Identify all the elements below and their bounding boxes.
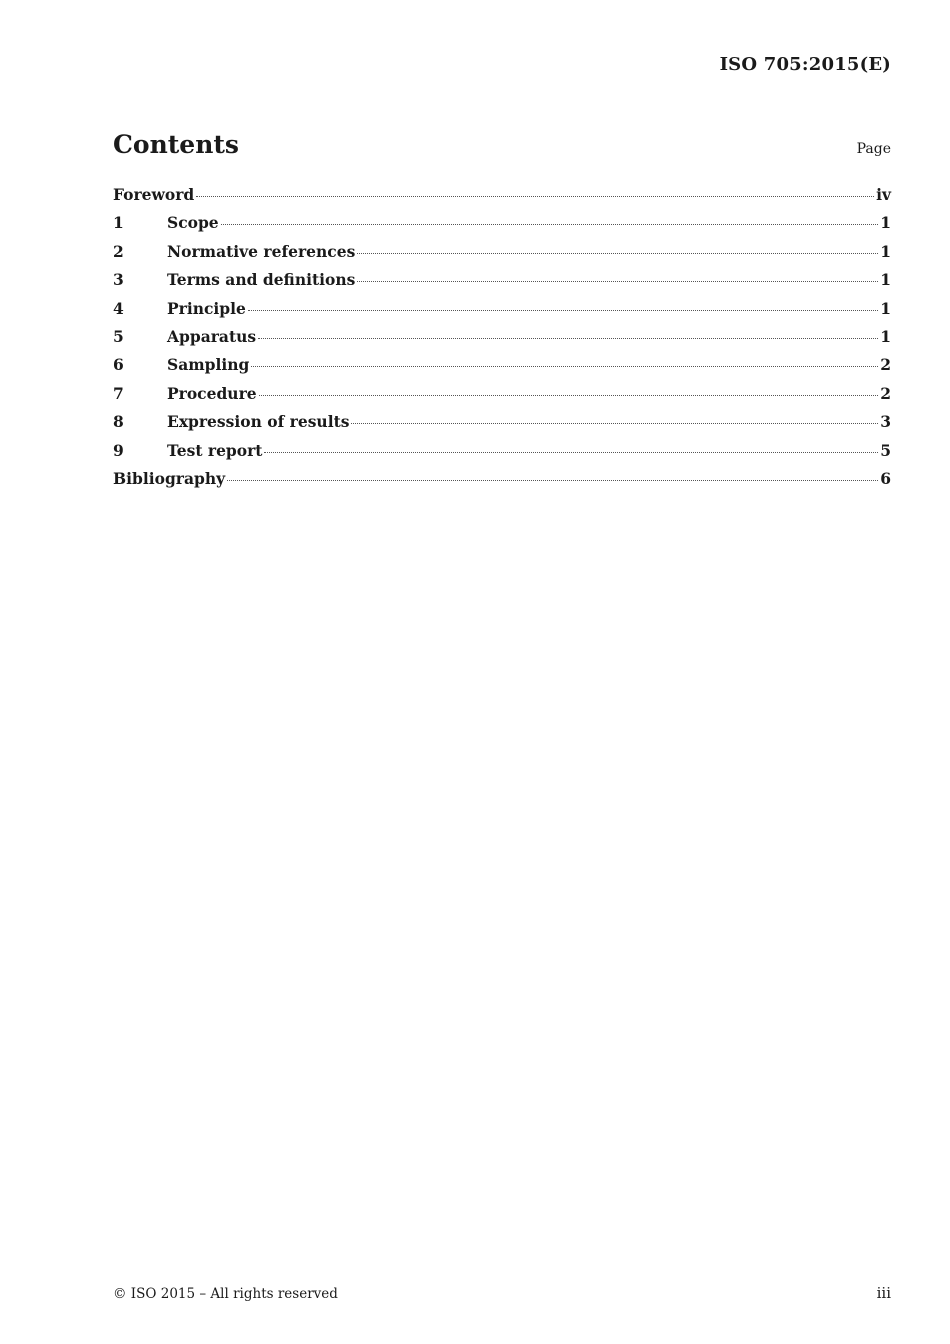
dot-leader: [251, 366, 878, 367]
copyright-notice: © ISO 2015 – All rights reserved: [113, 1286, 338, 1302]
toc-entry-page: iv: [876, 185, 891, 204]
toc-entry-number: 7: [113, 383, 124, 403]
toc-entry-title: Test report: [167, 440, 263, 460]
toc-entry-number: 2: [113, 241, 124, 261]
toc-entry-terms-and-definitions[interactable]: [113, 270, 891, 298]
dot-leader: [258, 338, 878, 339]
toc-entry-page: 5: [880, 440, 891, 460]
toc-entry-page: 2: [880, 355, 891, 375]
dot-leader: [264, 452, 878, 453]
toc-entry-number: 9: [113, 440, 124, 460]
dot-leader: [351, 423, 878, 424]
toc-entry-page: 2: [880, 383, 891, 403]
toc-entry-expression-of-results[interactable]: [113, 412, 891, 440]
toc-entry-title: Foreword: [113, 185, 195, 204]
toc-entry-page: 1: [880, 326, 891, 346]
toc-entry-foreword[interactable]: [113, 185, 891, 213]
page-footer: [113, 1284, 891, 1302]
toc-entry-title: Normative references: [167, 241, 356, 261]
toc-entry-scope[interactable]: [113, 213, 891, 241]
table-of-contents: [113, 185, 891, 497]
toc-entry-page: 1: [880, 298, 891, 318]
toc-entry-procedure[interactable]: [113, 384, 891, 412]
toc-entry-page: 6: [880, 468, 891, 488]
dot-leader: [196, 196, 874, 197]
toc-entry-number: 6: [113, 355, 124, 375]
toc-entry-number: 3: [113, 270, 124, 290]
toc-entry-page: 1: [880, 241, 891, 261]
toc-entry-normative-references[interactable]: [113, 242, 891, 270]
toc-entry-page: 1: [880, 213, 891, 233]
toc-entry-page: 1: [880, 270, 891, 290]
toc-entry-title: Terms and definitions: [167, 270, 356, 290]
toc-entry-title: Scope: [167, 213, 219, 233]
dot-leader: [357, 281, 878, 282]
toc-entry-principle[interactable]: [113, 299, 891, 327]
dot-leader: [357, 253, 878, 254]
contents-title: Contents: [113, 130, 240, 159]
page-number: iii: [876, 1284, 891, 1302]
toc-entry-page: 3: [880, 412, 891, 432]
toc-entry-number: 5: [113, 326, 124, 346]
toc-entry-number: 4: [113, 298, 124, 318]
toc-entry-title: Bibliography: [113, 468, 226, 488]
page-column-label: Page: [856, 141, 891, 157]
toc-entry-bibliography[interactable]: [113, 469, 891, 497]
toc-entry-title: Apparatus: [167, 326, 257, 346]
toc-entry-number: 8: [113, 412, 124, 432]
dot-leader: [227, 480, 878, 481]
toc-entry-apparatus[interactable]: [113, 327, 891, 355]
toc-entry-title: Principle: [167, 298, 246, 318]
document-id: ISO 705:2015(E): [719, 54, 891, 75]
toc-entry-title: Sampling: [167, 355, 250, 375]
dot-leader: [248, 310, 878, 311]
toc-entry-number: 1: [113, 213, 124, 233]
toc-entry-sampling[interactable]: [113, 355, 891, 383]
toc-entry-title: Expression of results: [167, 412, 350, 432]
toc-entry-title: Procedure: [167, 383, 257, 403]
contents-header: [113, 130, 891, 159]
toc-entry-test-report[interactable]: [113, 441, 891, 469]
dot-leader: [259, 395, 879, 396]
dot-leader: [221, 224, 879, 225]
